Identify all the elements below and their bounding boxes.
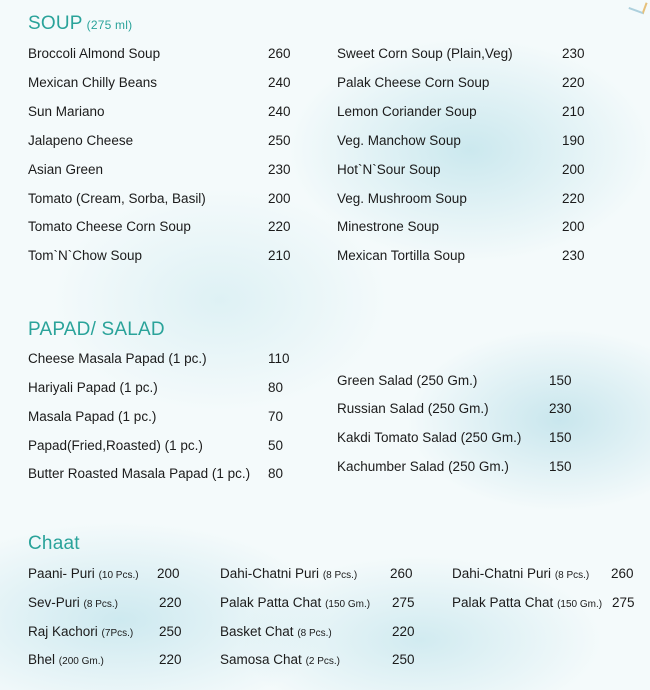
- corner-decoration: [628, 0, 647, 14]
- menu-item-name: Veg. Manchow Soup: [337, 133, 461, 148]
- item-name: Paani- Puri: [28, 566, 95, 581]
- menu-item-name: [28, 624, 133, 642]
- item-name: Bhel: [28, 652, 56, 667]
- menu-item-price: 250: [159, 624, 182, 639]
- menu-item-price: 275: [612, 595, 635, 610]
- menu-item-price: 190: [562, 133, 585, 148]
- menu-item-name: [220, 624, 332, 642]
- menu-item-name: Hariyali Papad (1 pc.): [28, 380, 158, 395]
- menu-item-name: Kakdi Tomato Salad (250 Gm.): [337, 430, 522, 445]
- menu-item-name: Masala Papad (1 pc.): [28, 409, 157, 424]
- menu-item-price: 250: [268, 133, 291, 148]
- papad-salad-heading: PAPAD/ SALAD: [28, 319, 165, 340]
- menu-item-price: 220: [159, 652, 182, 667]
- menu-item-name: Kachumber Salad (250 Gm.): [337, 459, 509, 474]
- soup-title: SOUP: [28, 13, 83, 34]
- menu-item-price: 150: [549, 430, 572, 445]
- menu-item-price: 150: [549, 373, 572, 388]
- menu-item-price: 50: [268, 438, 284, 453]
- menu-item-price: 220: [268, 219, 291, 234]
- item-quantity: (7Pcs.): [101, 628, 134, 639]
- item-name: Palak Patta Chat: [452, 595, 554, 610]
- menu-item-name: Asian Green: [28, 162, 104, 177]
- menu-item-price: 200: [562, 162, 585, 177]
- menu-item-price: 220: [159, 595, 182, 610]
- menu-item-name: [220, 595, 370, 613]
- item-quantity: (2 Pcs.): [305, 656, 341, 667]
- menu-item-name: Sweet Corn Soup (Plain,Veg): [337, 46, 513, 61]
- item-name: Basket Chat: [220, 624, 294, 639]
- chaat-heading: Chaat: [28, 533, 80, 554]
- menu-item-name: [452, 595, 602, 613]
- menu-item-price: 80: [268, 466, 284, 481]
- menu-item-name: Veg. Mushroom Soup: [337, 191, 467, 206]
- menu-item-name: Butter Roasted Masala Papad (1 pc.): [28, 466, 251, 481]
- menu-item-name: Cheese Masala Papad (1 pc.): [28, 351, 207, 366]
- menu-item-name: Broccoli Almond Soup: [28, 46, 161, 61]
- item-name: Sev-Puri: [28, 595, 80, 610]
- menu-item-name: Russian Salad (250 Gm.): [337, 401, 489, 416]
- menu-item-price: 110: [268, 351, 290, 366]
- menu-item-price: 240: [268, 75, 291, 90]
- soup-note: (275 ml): [86, 18, 133, 32]
- menu-item-name: Green Salad (250 Gm.): [337, 373, 478, 388]
- menu-item-price: 260: [390, 566, 413, 581]
- menu-item-name: Mexican Tortilla Soup: [337, 248, 466, 263]
- item-name: Dahi-Chatni Puri: [220, 566, 320, 581]
- item-name: Palak Patta Chat: [220, 595, 322, 610]
- menu-item-price: 240: [268, 104, 291, 119]
- menu-item-name: Hot`N`Sour Soup: [337, 162, 441, 177]
- item-quantity: (150 Gm.): [325, 599, 371, 610]
- menu-item-name: [220, 566, 357, 584]
- item-quantity: (200 Gm.): [58, 656, 104, 667]
- menu-item-price: 80: [268, 380, 284, 395]
- item-quantity: (10 Pcs.): [98, 570, 139, 581]
- menu-item-price: 150: [549, 459, 572, 474]
- menu-item-name: Tom`N`Chow Soup: [28, 248, 143, 263]
- menu-item-price: 260: [268, 46, 291, 61]
- menu-item-price: 230: [562, 46, 585, 61]
- menu-item-price: 200: [157, 566, 180, 581]
- menu-item-name: [28, 566, 139, 584]
- menu-item-name: Tomato (Cream, Sorba, Basil): [28, 191, 206, 206]
- item-quantity: (8 Pcs.): [83, 599, 118, 610]
- menu-item-name: Jalapeno Cheese: [28, 133, 134, 148]
- item-quantity: (8 Pcs.): [554, 570, 590, 581]
- menu-item-name: [452, 566, 589, 584]
- menu-item-price: 200: [268, 191, 291, 206]
- menu-item-price: 220: [562, 191, 585, 206]
- item-name: Raj Kachori: [28, 624, 98, 639]
- menu-item-name: Sun Mariano: [28, 104, 105, 119]
- menu-item-price: 220: [562, 75, 585, 90]
- menu-item-name: Mexican Chilly Beans: [28, 75, 158, 90]
- item-quantity: (150 Gm.): [557, 599, 603, 610]
- menu-item-price: 275: [392, 595, 415, 610]
- menu-item-name: Minestrone Soup: [337, 219, 440, 234]
- menu-item-name: [28, 652, 104, 670]
- soup-heading: [28, 13, 132, 35]
- item-quantity: (8 Pcs.): [322, 570, 358, 581]
- item-quantity: (8 Pcs.): [297, 628, 332, 639]
- menu-item-price: 230: [549, 401, 572, 416]
- menu-item-name: Tomato Cheese Corn Soup: [28, 219, 191, 234]
- menu-item-name: Papad(Fried,Roasted) (1 pc.): [28, 438, 203, 453]
- menu-item-price: 70: [268, 409, 284, 424]
- menu-item-price: 200: [562, 219, 585, 234]
- menu-item-price: 230: [268, 162, 291, 177]
- menu-item-price: 250: [392, 652, 415, 667]
- menu-item-price: 210: [268, 248, 291, 263]
- menu-item-price: 210: [562, 104, 585, 119]
- item-name: Samosa Chat: [220, 652, 302, 667]
- menu-item-name: [28, 595, 118, 613]
- menu-item-price: 230: [562, 248, 585, 263]
- menu-item-price: 220: [392, 624, 415, 639]
- menu-item-price: 260: [611, 566, 634, 581]
- menu-item-name: [220, 652, 340, 670]
- item-name: Dahi-Chatni Puri: [452, 566, 552, 581]
- menu-item-name: Lemon Coriander Soup: [337, 104, 477, 119]
- menu-item-name: Palak Cheese Corn Soup: [337, 75, 490, 90]
